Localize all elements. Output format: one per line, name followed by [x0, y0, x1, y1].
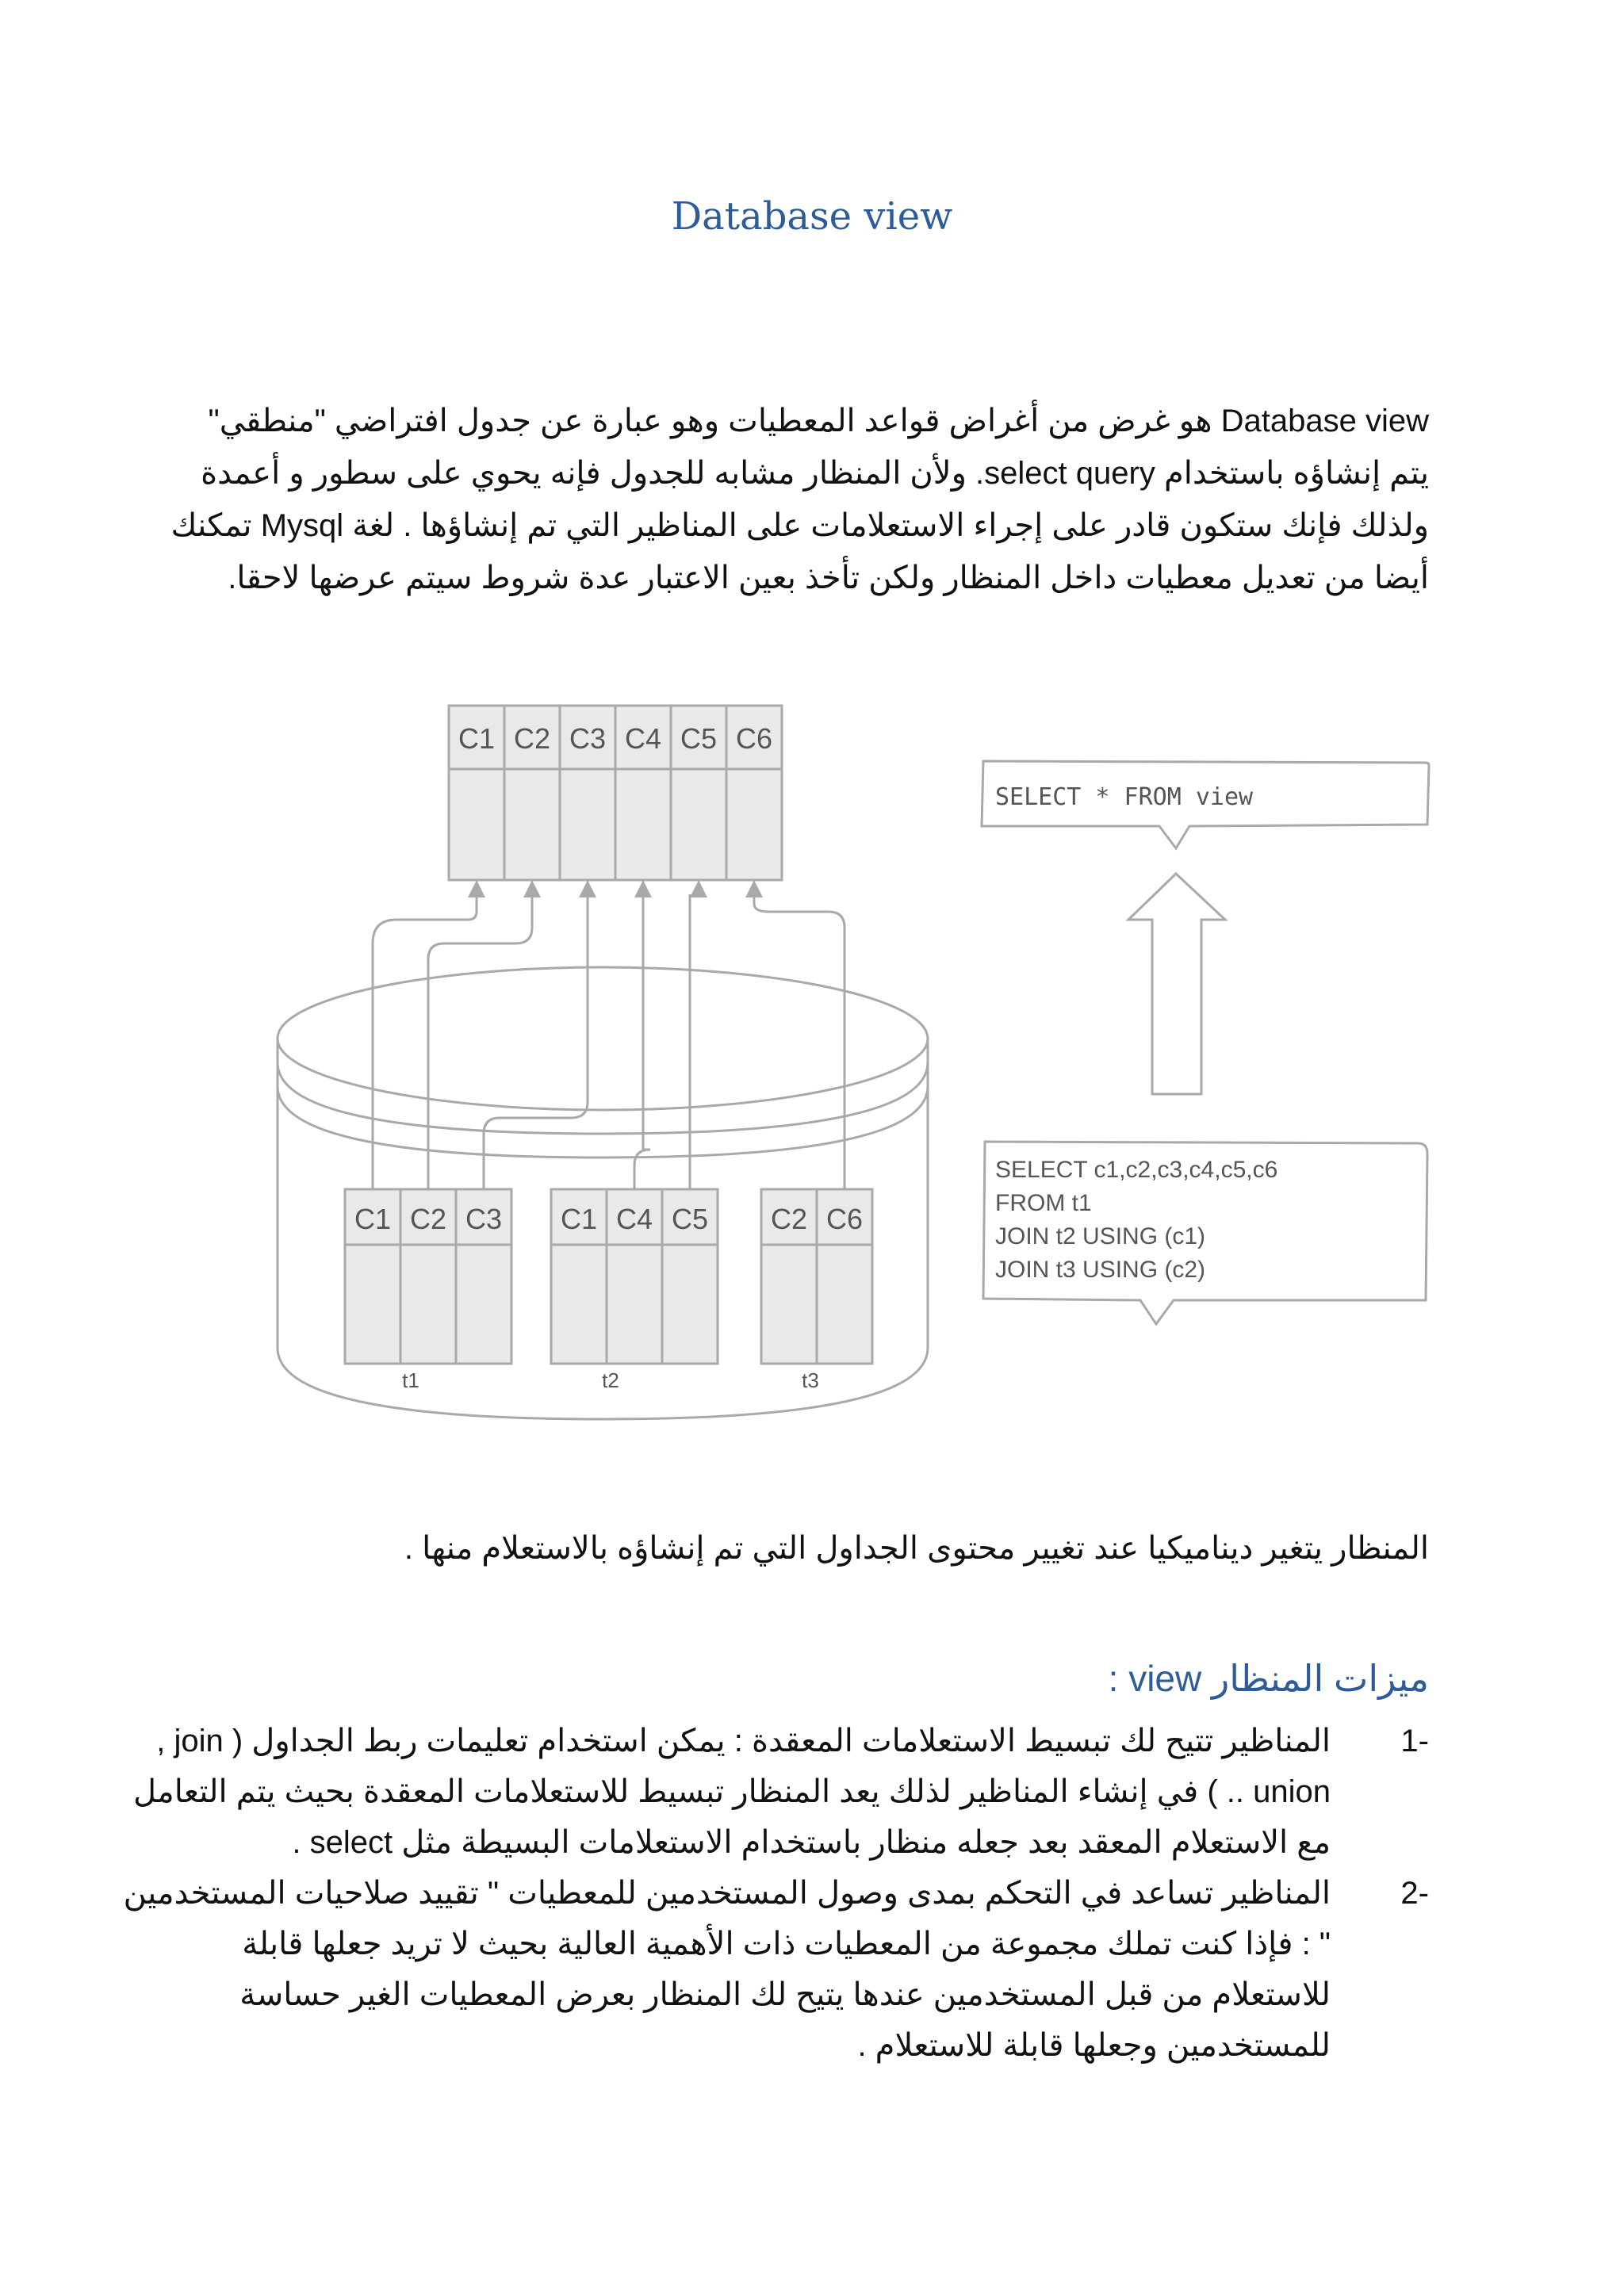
- query-bottom-line: JOIN t3 USING (c2): [995, 1257, 1206, 1283]
- query-bottom-line: FROM t1: [995, 1190, 1092, 1216]
- view-table: [449, 706, 782, 880]
- arrowheads: [468, 880, 763, 897]
- view-col-label: C4: [624, 722, 662, 755]
- feature-number: -1: [1400, 1724, 1429, 1758]
- t3-col-label: C6: [825, 1203, 864, 1235]
- feature-line: المناظير تتيح لك تبسيط الاستعلامات المعقدة : يمكن استخدام تعليمات ربط الجداول ( join ,: [156, 1724, 1331, 1758]
- feature-line: مع الاستعلام المعقد بعد جعله منظار باستخدام الاستعلامات البسيطة مثل select .: [292, 1825, 1331, 1860]
- intro-line: يتم إنشاؤه باستخدام select query. ولأن المنظار مشابه للجدول فإنه يحوي على سطور و أعمدة: [201, 456, 1429, 491]
- intro-line: أيضا من تعديل معطيات داخل المنظار ولكن تأخذ بعين الاعتبار عدة شروط سيتم عرضها لاحقا.: [228, 561, 1429, 595]
- t1-col-label: C1: [354, 1203, 392, 1235]
- t3-col-label: C2: [770, 1203, 808, 1235]
- feature-line: للمستخدمين وجعلها قابلة للاستعلام .: [857, 2028, 1331, 2063]
- cylinder-top: [278, 967, 928, 1110]
- t1-col-label: C3: [465, 1203, 503, 1235]
- table-name-t3: t3: [802, 1368, 819, 1392]
- features-list: [123, 1716, 1429, 2071]
- view-col-label: C1: [458, 722, 496, 755]
- view-col-label: C6: [735, 722, 773, 755]
- feature-item: [133, 1716, 1429, 1868]
- t2-col-label: C1: [560, 1203, 598, 1235]
- query-top-text: SELECT * FROM view: [995, 783, 1254, 811]
- view-col-label: C3: [569, 722, 607, 755]
- feature-line: للاستعلام من قبل المستخدمين عندها يتيح لك المنظار بعرض المعطيات الغير حساسة: [239, 1977, 1331, 2012]
- feature-line: المناظير تساعد في التحكم بمدى وصول المستخدمين للمعطيات " تقييد صلاحيات المستخدمين: [123, 1876, 1331, 1911]
- intro-paragraph: [170, 395, 1429, 604]
- features-heading: ميزات المنظار view :: [1108, 1658, 1429, 1699]
- database-view-diagram: [270, 690, 1435, 1435]
- intro-line: Database view هو غرض من أغراض قواعد المعطيات وهو عبارة عن جدول افتراضي "منطقي": [208, 404, 1429, 438]
- feature-line: union .. ) في إنشاء المناظير لذلك يعد المنظار تبسيط للاستعلامات المعقدة بحيث يتم التعامل: [133, 1774, 1331, 1809]
- page-title: Database view: [671, 194, 953, 239]
- t2-col-label: C4: [615, 1203, 653, 1235]
- feature-line: " : فإذا كنت تملك مجموعة من المعطيات ذات الأهمية العالية بحيث لا تريد جعلها قابلة: [242, 1927, 1331, 1961]
- dynamic-note: المنظار يتغير ديناميكيا عند تغيير محتوى الجداول التي تم إنشاؤه بالاستعلام منها .: [404, 1531, 1429, 1566]
- query-bottom-line: JOIN t2 USING (c1): [995, 1223, 1206, 1249]
- t1-col-label: C2: [409, 1203, 447, 1235]
- table-name-t2: t2: [602, 1368, 619, 1392]
- t2-col-label: C5: [671, 1203, 709, 1235]
- query-bottom-line: SELECT c1,c2,c3,c4,c5,c6: [995, 1157, 1278, 1183]
- feature-number: -2: [1400, 1876, 1429, 1911]
- table-name-t1: t1: [402, 1368, 419, 1392]
- view-col-label: C5: [680, 722, 718, 755]
- up-arrow-icon: [1128, 874, 1225, 1094]
- intro-line: ولذلك فإنك ستكون قادر على إجراء الاستعلامات على المناظير التي تم إنشاؤها . لغة Mysql تمكنك: [170, 508, 1429, 543]
- feature-item: [123, 1868, 1429, 2071]
- view-col-label: C2: [513, 722, 551, 755]
